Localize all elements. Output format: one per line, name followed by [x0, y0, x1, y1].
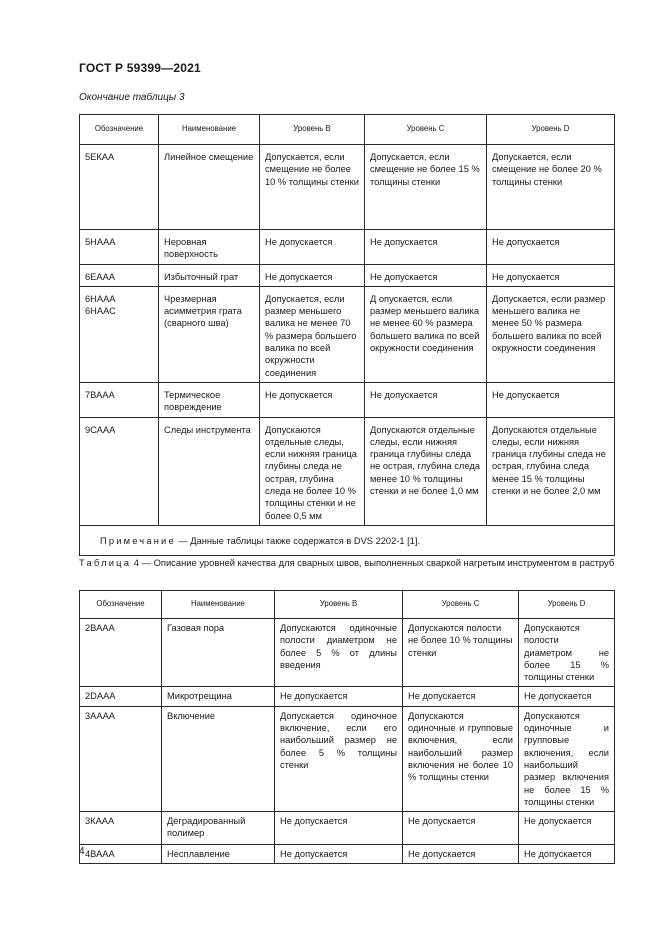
table-4-caption [79, 555, 616, 570]
level-d-value: Допускается, если размер меньшего валика не менее 50 % размера большего валика по всей окружности соединения [487, 286, 615, 382]
defect-code: 5НААА [80, 230, 159, 265]
level-b-value: Не допускается [275, 687, 403, 706]
level-c-value: Допускается, если смещение не более 15 % толщины стенки [365, 145, 487, 230]
level-d-value: Допускаются полости диаметром не более 15 % толщины стенки [519, 619, 615, 687]
level-b-value: Не допускается [260, 230, 365, 265]
level-c-value: Не допускается [365, 264, 487, 286]
table-row [80, 687, 615, 706]
defect-name: Избыточный грат [159, 264, 260, 286]
column-header: Уровень B [275, 591, 403, 619]
table-row [80, 264, 615, 286]
defect-name: Неровная поверхность [159, 230, 260, 265]
table-row [80, 230, 615, 265]
level-c-value: Не допускается [403, 812, 519, 845]
defect-name: Газовая пора [162, 619, 275, 687]
level-d-value: Допускаются отдельные следы, если нижняя граница глубины следа не острая, глубина следа менее 15 % толщины стенки и не более 2,0 мм [487, 417, 615, 525]
column-header: Уровень D [487, 115, 615, 145]
table-row [80, 417, 615, 525]
defect-name: Включение [162, 706, 275, 811]
table-continuation-label: Окончание таблицы 3 [79, 92, 185, 103]
level-c-value: Не допускается [365, 382, 487, 417]
level-c-value: Не допускается [403, 687, 519, 706]
table-row [80, 286, 615, 382]
column-header: Обозначение [80, 115, 159, 145]
defect-name: Термическое повреждение [159, 382, 260, 417]
note-label: Примечание [100, 535, 176, 546]
table-row [80, 812, 615, 845]
table-header-row [80, 115, 615, 145]
level-d-value: Не допускается [487, 382, 615, 417]
table-note-row [80, 525, 615, 555]
defect-name: Линейное смещение [159, 145, 260, 230]
level-b-value: Допускается, если размер меньшего валика не менее 70 % размера большего валика по всей окружности соединения [260, 286, 365, 382]
column-header: Уровень D [519, 591, 615, 619]
defect-code: 6НААА 6НААС [80, 286, 159, 382]
level-c-value: Допускаются отдельные следы, если нижняя граница глубины следа не острая, глубина следа менее 10 % толщины стенки и не более 1,0 мм [365, 417, 487, 525]
level-c-value: Не допускается [365, 230, 487, 265]
caption-label: Таблица [79, 557, 132, 568]
level-d-value: Не допускается [519, 687, 615, 706]
defect-name: Деградированный полимер [162, 812, 275, 845]
defect-code: 6ЕААА [80, 264, 159, 286]
level-d-value: Допускается, если смещение не более 20 % толщины стенки [487, 145, 615, 230]
page-number: 4 [79, 846, 85, 857]
level-c-value: Допускаются полости не более 10 % толщины стенки [403, 619, 519, 687]
defect-code: 2ВААА [80, 619, 162, 687]
defect-name: Несплавление [162, 845, 275, 864]
table-4 [79, 590, 615, 864]
level-b-value: Допускается, если смещение не более 10 % толщины стенки [260, 145, 365, 230]
level-c-value: Не допускается [403, 845, 519, 864]
column-header: Уровень C [365, 115, 487, 145]
table-row [80, 845, 615, 864]
defect-code: 5ЕКАА [80, 145, 159, 230]
note-text: — Данные таблицы также содержатся в DVS 2202-1 [1]. [178, 535, 421, 546]
level-d-value: Не допускается [487, 230, 615, 265]
column-header: Наименование [159, 115, 260, 145]
defect-code: 9САAA [80, 417, 159, 525]
defect-name: Чрезмерная асимметрия грата (сварного шва) [159, 286, 260, 382]
defect-code: 7ВААА [80, 382, 159, 417]
level-b-value: Не допускается [260, 382, 365, 417]
level-d-value: Не допускается [519, 845, 615, 864]
level-d-value: Не допускается [519, 812, 615, 845]
level-d-value: Не допускается [487, 264, 615, 286]
level-b-value: Допускаются одиночные полости диаметром не более 5 % от длины введения [275, 619, 403, 687]
defect-code: 3АААА [80, 706, 162, 811]
level-b-value: Допускаются отдельные следы, если нижняя граница глубины следа не острая, глубина следа не более 10 % толщины стенки и не более 0,5 мм [260, 417, 365, 525]
table-row [80, 706, 615, 811]
defect-name: Следы инструмента [159, 417, 260, 525]
table-row [80, 145, 615, 230]
column-header: Наименование [162, 591, 275, 619]
defect-code: 2DAAA [80, 687, 162, 706]
column-header: Обозначение [80, 591, 162, 619]
table-row [80, 619, 615, 687]
level-b-value: Не допускается [275, 845, 403, 864]
column-header: Уровень C [403, 591, 519, 619]
level-d-value: Допускаются одиночные и групповые включения, если наибольший размер включения не более 15 % толщины стенки [519, 706, 615, 811]
level-b-value: Не допускается [260, 264, 365, 286]
level-c-value: Допускаются одиночные и групповые включения, если наибольший размер включения не более 10 % толщины стенки [403, 706, 519, 811]
defect-name: Микротрещина [162, 687, 275, 706]
caption-text: 4 — Описание уровней качества для сварных швов, выполненных сваркой нагретым инструментом в раструб [133, 557, 615, 568]
defect-code: 3КААА [80, 812, 162, 845]
table-header-row [80, 591, 615, 619]
level-b-value: Не допускается [275, 812, 403, 845]
column-header: Уровень B [260, 115, 365, 145]
standard-title: ГОСТ Р 59399—2021 [79, 61, 201, 75]
level-b-value: Допускается одиночное включение, если его наибольший размер не более 5 % толщины стенки [275, 706, 403, 811]
table-note [80, 525, 615, 555]
level-c-value: Д опускается, если размер меньшего валика не менее 60 % размера большего валика по всей окружности соединения [365, 286, 487, 382]
table-row [80, 382, 615, 417]
defect-code: 4ВААА [80, 845, 162, 864]
table-3 [79, 114, 615, 556]
